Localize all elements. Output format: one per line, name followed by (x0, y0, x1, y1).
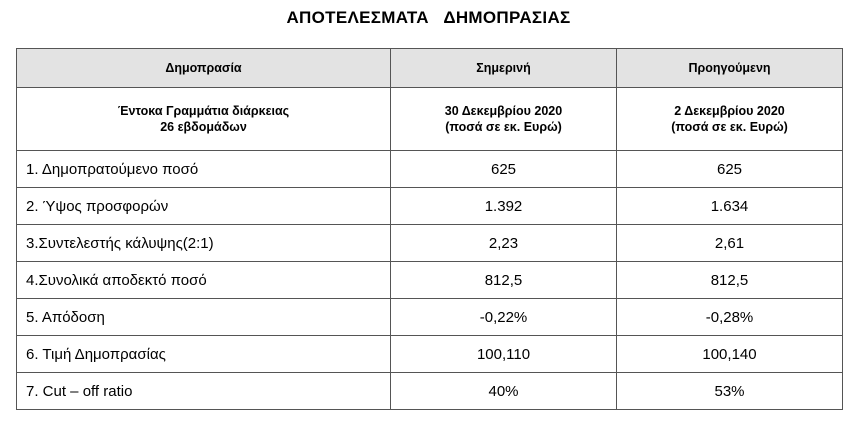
current-value: 812,5 (391, 262, 617, 299)
auction-results-table (16, 48, 843, 410)
previous-auction-date (617, 88, 843, 151)
current-value: -0,22% (391, 299, 617, 336)
security-description-line: 26 εβδομάδων (160, 120, 247, 134)
current-value: 40% (391, 373, 617, 410)
row-label: 2. Ύψος προσφορών (17, 188, 391, 225)
previous-value: 2,61 (617, 225, 843, 262)
previous-units-line: (ποσά σε εκ. Ευρώ) (671, 120, 788, 134)
previous-date-line: 2 Δεκεμβρίου 2020 (674, 104, 785, 118)
previous-value: -0,28% (617, 299, 843, 336)
table-row (17, 299, 843, 336)
current-value: 2,23 (391, 225, 617, 262)
row-label: 1. Δημοπρατούμενο ποσό (17, 151, 391, 188)
column-header-auction: Δημοπρασία (17, 49, 391, 88)
table-subheader-row (17, 88, 843, 151)
table-row (17, 336, 843, 373)
previous-value: 1.634 (617, 188, 843, 225)
current-date-line: 30 Δεκεμβρίου 2020 (444, 104, 563, 118)
row-label: 7. Cut – off ratio (17, 373, 391, 410)
page-title: ΑΠΟΤΕΛΕΣΜΑΤΑ ΔΗΜΟΠΡΑΣΙΑΣ (286, 8, 571, 27)
previous-value: 625 (617, 151, 843, 188)
current-auction-date (391, 88, 617, 151)
security-description (17, 88, 391, 151)
current-value: 625 (391, 151, 617, 188)
current-value: 1.392 (391, 188, 617, 225)
table-row (17, 188, 843, 225)
row-label: 5. Απόδοση (17, 299, 391, 336)
column-header-previous: Προηγούμενη (617, 49, 843, 88)
current-value: 100,110 (391, 336, 617, 373)
column-header-current: Σημερινή (391, 49, 617, 88)
current-units-line: (ποσά σε εκ. Ευρώ) (445, 120, 562, 134)
table-row (17, 373, 843, 410)
row-label: 3.Συντελεστής κάλυψης(2:1) (17, 225, 391, 262)
security-description-line: Έντοκα Γραμμάτια διάρκειας (117, 104, 290, 118)
previous-value: 100,140 (617, 336, 843, 373)
table-row (17, 225, 843, 262)
table-row (17, 151, 843, 188)
previous-value: 812,5 (617, 262, 843, 299)
row-label: 6. Τιμή Δημοπρασίας (17, 336, 391, 373)
row-label: 4.Συνολικά αποδεκτό ποσό (17, 262, 391, 299)
table-row (17, 262, 843, 299)
previous-value: 53% (617, 373, 843, 410)
table-header-row (17, 49, 843, 88)
